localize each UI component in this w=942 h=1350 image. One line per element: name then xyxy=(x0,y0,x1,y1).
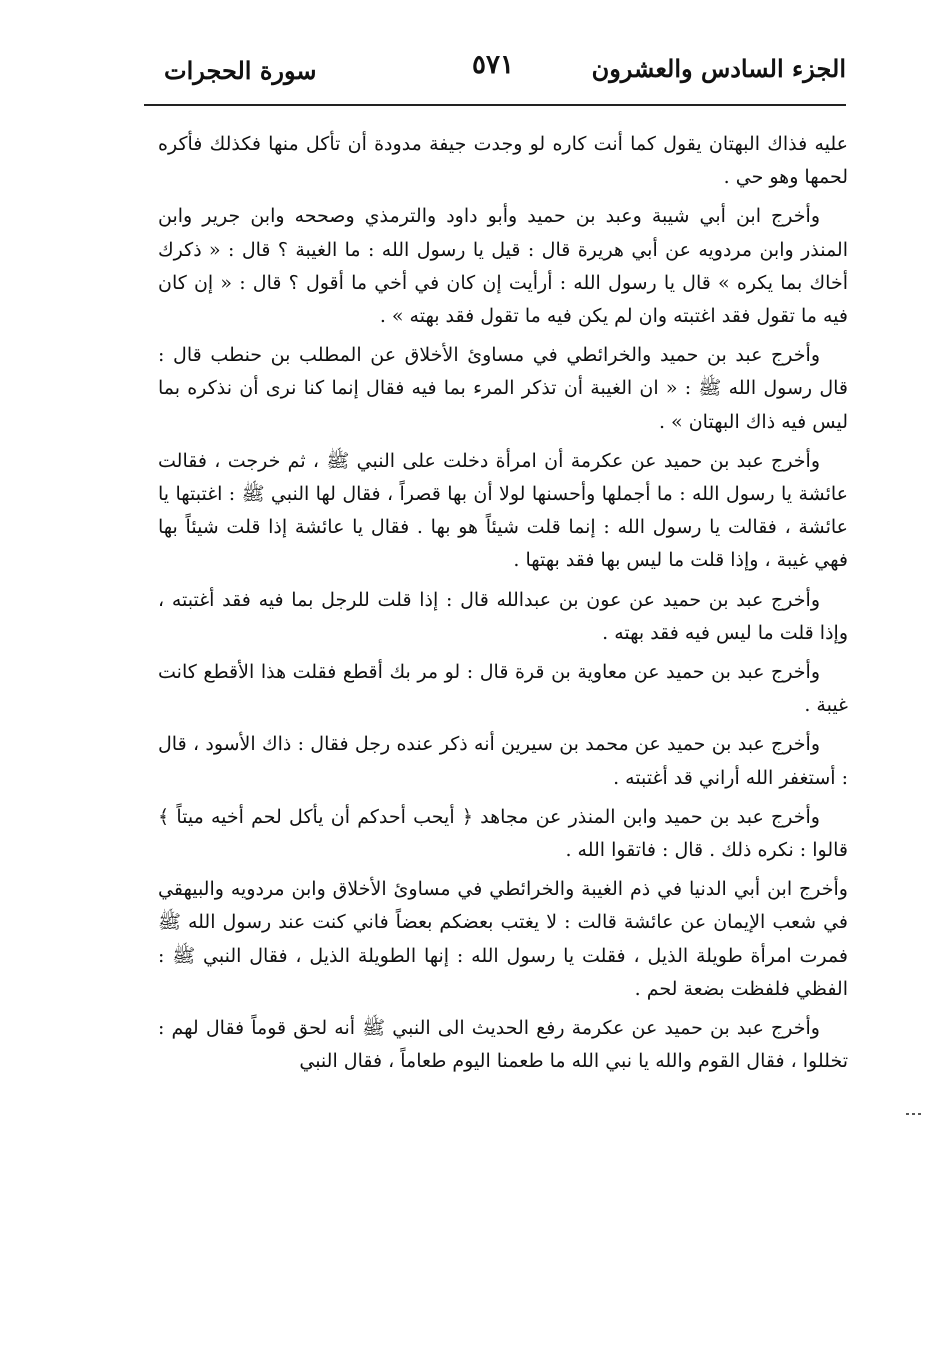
paragraph-3: وأخرج عبد بن حميد والخرائطي في مساوئ الأخلاق عن المطلب بن حنطب قال : قال رسول الله ﷺ : « ان الغيبة أن تذكر المرء بما فيه فقال إنما كنا نرى أن نذكره بما ليس فيه ذاك البهتان » . xyxy=(158,344,848,433)
scan-speck xyxy=(900,1100,924,1104)
page-number: ٥٧١ xyxy=(472,50,514,80)
paragraph-4: وأخرج عبد بن حميد عن عكرمة أن امرأة دخلت على النبي ﷺ ، ثم خرجت ، فقالت عائشة يا رسول الله : ما أجملها وأحسنها لولا أن بها قصراً ، فقال لها النبي ﷺ : اغتبتها يا عائشة ، فقالت يا رسول الله : إنما قلت شيئاً هو بها . فقال يا عائشة إذا قلت شيئاً بها فهي غيبة ، وإذا قلت ما ليس بها فقد بهتها . xyxy=(158,449,848,572)
surah-title: سورة الحجرات xyxy=(164,56,317,85)
paragraph-1: عليه فذاك البهتان يقول كما أنت كاره لو وجدت جيفة مدودة أن تأكل منها فكذلك فأكره لحمها وهو حي . xyxy=(158,133,848,189)
paragraph-5: وأخرج عبد بن حميد عن عون بن عبدالله قال : إذا قلت للرجل بما فيه فقد أغتبته ، وإذا قلت ما ليس فيه فقد بهته . xyxy=(158,588,848,644)
page-header xyxy=(140,48,846,94)
paragraph-6: وأخرج عبد بن حميد عن معاوية بن قرة قال : لو مر بك أقطع فقلت هذا الأقطع كانت غيبة . xyxy=(158,661,848,717)
paragraph-9: وأخرج ابن أبي الدنيا في ذم الغيبة والخرائطي في مساوئ الأخلاق وابن مردويه والبيهقي في شعب الإيمان عن عائشة قالت : لا يغتب بعضكم بعضاً فاني كنت عند رسول الله ﷺ فمرت امرأة طويلة الذيل ، فقلت يا رسول الله : إنها الطويلة الذيل ، فقال النبي ﷺ : الفظي فلفظت بضعة لحم . xyxy=(158,878,848,1000)
paragraph-2: وأخرج ابن أبي شيبة وعبد بن حميد وأبو داود والترمذي وصححه وابن جرير وابن المنذر وابن مردويه عن أبي هريرة قال : قيل يا رسول الله : ما الغيبة ؟ قال : « ذكرك أخاك بما يكره » قال يا رسول الله : أرأيت إن كان في أخي ما أقول ؟ قال : « إن كان فيه ما تقول فقد اغتبته وان لم يكن فيه ما تقول فقد بهته » . xyxy=(158,205,849,328)
part-title: الجزء السادس والعشرون xyxy=(591,54,846,83)
paragraph-10: وأخرج عبد بن حميد عن عكرمة رفع الحديث الى النبي ﷺ أنه لحق قوماً فقال لهم : تخللوا ، فقال القوم والله يا نبي الله ما طعمنا اليوم طعاماً ، فقال النبي xyxy=(158,1017,848,1073)
body-text xyxy=(158,128,848,1084)
paragraph-7: وأخرج عبد بن حميد عن محمد بن سيرين أنه ذكر عنده رجل فقال : ذاك الأسود ، قال : أستغفر الله أراني قد أغتبته . xyxy=(158,733,848,789)
paragraph-8: وأخرج عبد بن حميد وابن المنذر عن مجاهد ﴿ أيحب أحدكم أن يأكل لحم أخيه ميتاً ﴾ قالوا : نكره ذلك . قال : فاتقوا الله . xyxy=(158,805,848,862)
header-rule xyxy=(144,104,846,106)
